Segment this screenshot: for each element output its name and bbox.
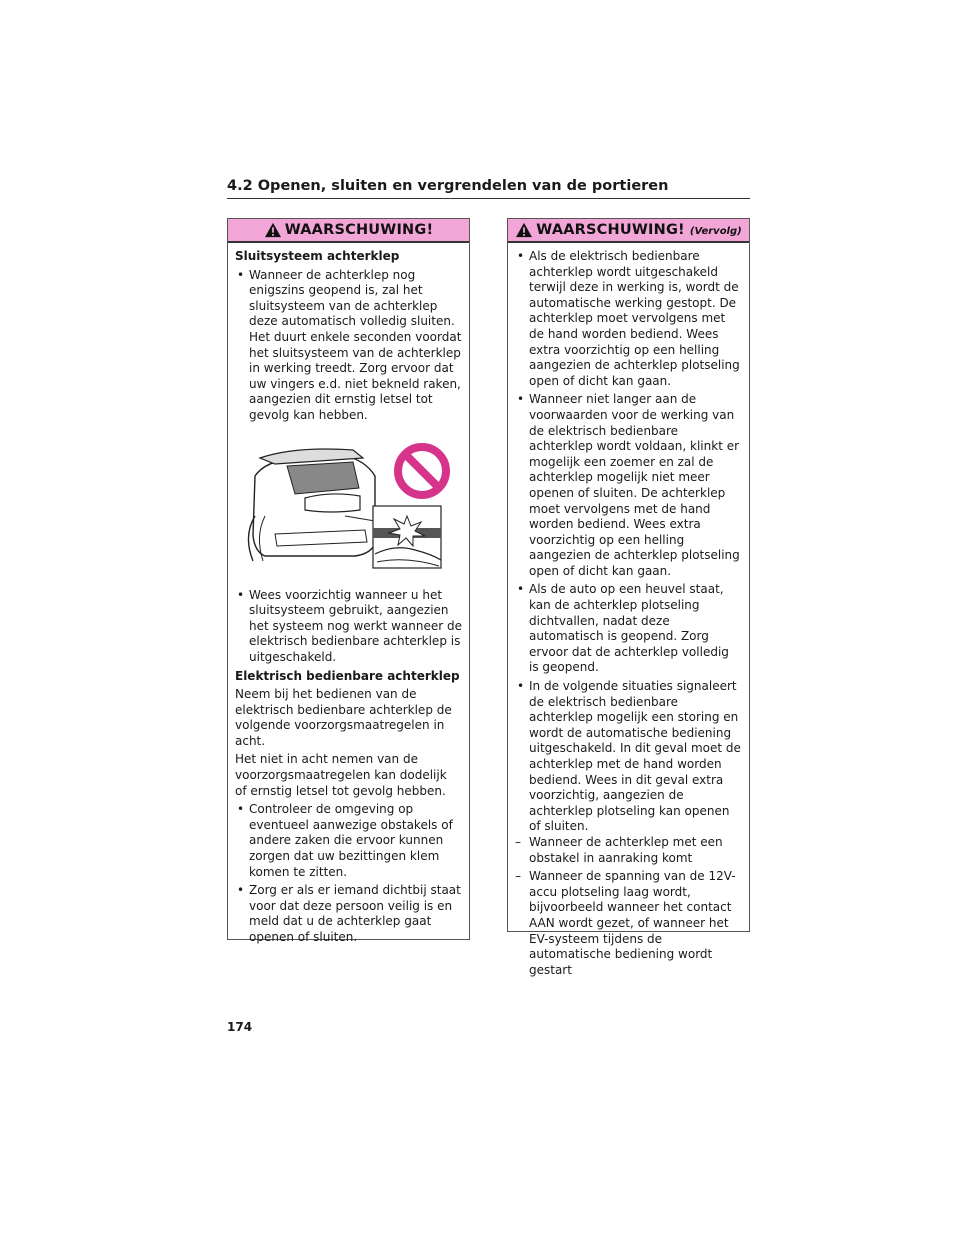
list-item: • Zorg er als er iemand dichtbij staat voor dat deze persoon veilig is en meld dat u de achterklep gaat openen of sluiten. (235, 883, 462, 945)
warning-header (228, 219, 469, 243)
dash-item (515, 869, 742, 978)
dash-text: Wanneer de spanning van de 12V-accu plotseling laag wordt, bijvoorbeeld wanneer het contact AAN wordt gezet, of wanneer het EV-systeem tijdens de automatische bediening wordt gestart (529, 869, 736, 977)
tailgate-illustration (235, 436, 462, 576)
paragraph: Het niet in acht nemen van de voorzorgsmaatregelen kan dodelijk of ernstig letsel tot gevolg hebben. (235, 752, 447, 798)
dash-mark: – (515, 869, 521, 884)
warning-triangle-icon (264, 222, 282, 238)
warning-title: WAARSCHUWING! (536, 222, 685, 238)
paragraph: Neem bij het bedienen van de elektrisch bedienbare achterklep de volgende voorzorgsmaatregelen in acht. (235, 687, 452, 748)
list-item: • Wanneer de achterklep nog enigszins geopend is, zal het sluitsysteem van de achterklep deze automatisch volledig sluiten. Het duurt enkele seconden voordat het sluitsysteem van de achterklep in werking treedt. Zorg ervoor dat uw vingers e.d. niet bekneld raken, aangezien dit ernstig letsel tot gevolg kan hebben. (235, 268, 462, 424)
list-item: • Wanneer niet langer aan de voorwaarden voor de werking van de elektrisch bedienbare achterklep wordt voldaan, klinkt er mogelijk een zoemer en zal de achterklep mogelijk niet meer openen of sluiten. De achterklep moet vervolgens met de hand worden bediend. Wees extra voorzichtig op een helling aangezien de achterklep plotseling open of dicht kan gaan. (515, 392, 742, 579)
heading-tailgate-closer: Sluitsysteem achterklep (235, 249, 400, 263)
list-item: • Als de auto op een heuvel staat, kan de achterklep plotseling dichtvallen, nadat deze automatisch is geopend. Zorg ervoor dat de achterklep volledig is geopend. (515, 582, 742, 676)
list-item: • Als de elektrisch bedienbare achterklep wordt uitgeschakeld terwijl deze in werking is, wordt de automatische werking gestopt. De achterklep moet vervolgens met de hand worden bediend. Wees extra voorzichtig op een helling aangezien de achterklep plotseling open of dicht kan gaan. (515, 249, 742, 389)
dash-item (515, 835, 742, 866)
warning-box-right (507, 218, 750, 977)
list-item: • Wees voorzichtig wanneer u het sluitsysteem gebruikt, aangezien het systeem nog werkt wanneer de elektrisch bedienbare achterklep is uitgeschakeld. (235, 588, 462, 666)
list-item: • In de volgende situaties signaleert de elektrisch bedienbare achterklep mogelijk een storing en wordt de automatische bediening uitgeschakeld. In dit geval moet de achterklep met de hand worden bediend. Wees in dit geval extra voorzichtig, aangezien de achterklep plotseling kan openen of sluiten. (515, 679, 742, 835)
dash-mark: – (515, 834, 521, 849)
list-item: • Controleer de omgeving op eventueel aanwezige obstakels of andere zaken die ervoor kunnen zorgen dat uw bezittingen klem komen te zitten. (235, 802, 462, 880)
warning-header (508, 219, 749, 243)
section-title: 4.2 Openen, sluiten en vergrendelen van de portieren (227, 178, 750, 199)
dash-text: Wanneer de achterklep met een obstakel in aanraking komt (529, 834, 723, 865)
heading-power-tailgate: Elektrisch bedienbare achterklep (235, 668, 460, 683)
warning-box-left (227, 218, 470, 944)
warning-title: WAARSCHUWING! (284, 222, 434, 238)
page-number: 174 (227, 1020, 253, 1034)
continued-label: (Vervolg) (689, 226, 742, 237)
warning-triangle-icon (515, 222, 533, 238)
